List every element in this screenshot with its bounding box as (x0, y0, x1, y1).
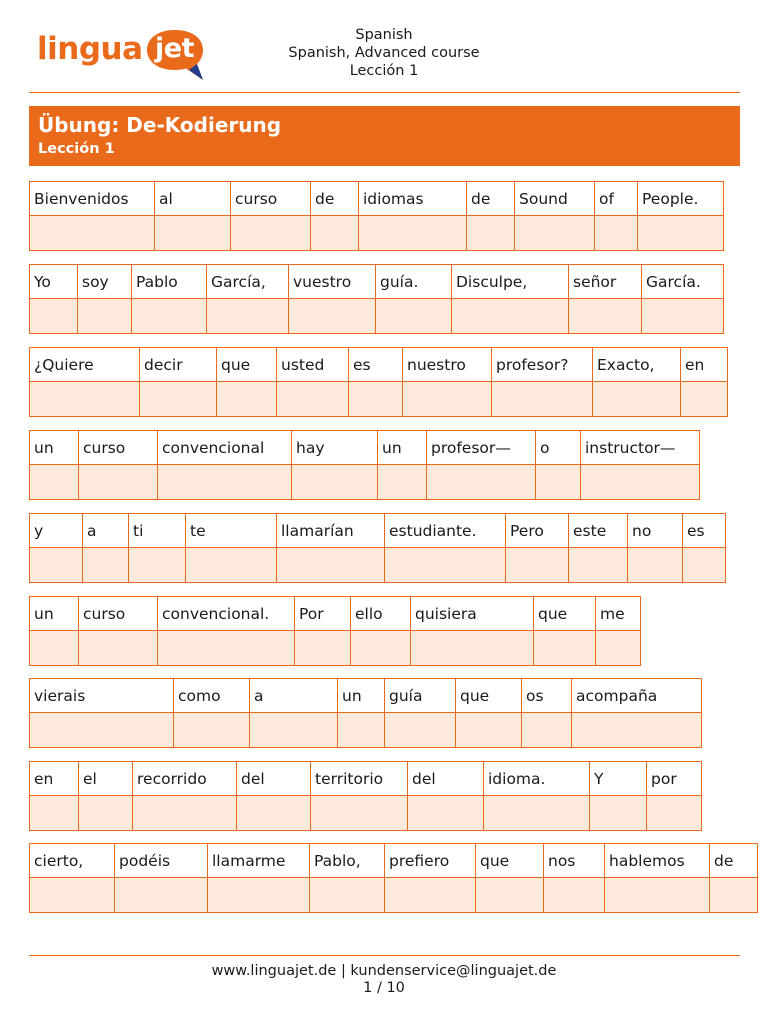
answer-field[interactable] (590, 796, 646, 830)
spanish-word: del (408, 762, 483, 796)
answer-field[interactable] (683, 548, 725, 582)
word-cell (451, 264, 569, 334)
word-cell (249, 678, 338, 748)
answer-field[interactable] (522, 713, 571, 747)
word-cell (407, 761, 484, 831)
answer-field[interactable] (385, 713, 455, 747)
word-row (29, 264, 723, 334)
word-cell (637, 181, 724, 251)
answer-field[interactable] (569, 548, 627, 582)
answer-field[interactable] (338, 713, 384, 747)
word-row (29, 181, 723, 251)
spanish-word: García. (642, 265, 723, 299)
answer-field[interactable] (710, 878, 757, 912)
word-cell (131, 264, 207, 334)
answer-field[interactable] (295, 631, 350, 665)
answer-field[interactable] (79, 796, 132, 830)
spanish-word: Disculpe, (452, 265, 568, 299)
spanish-word: que (217, 348, 276, 382)
answer-field[interactable] (30, 382, 139, 416)
word-cell (377, 430, 427, 500)
answer-field[interactable] (133, 796, 236, 830)
answer-field[interactable] (30, 713, 173, 747)
word-row (29, 761, 701, 831)
header-language: Spanish (355, 27, 413, 43)
word-row (29, 347, 727, 417)
answer-field[interactable] (581, 465, 699, 499)
answer-field[interactable] (515, 216, 594, 250)
answer-field[interactable] (30, 216, 154, 250)
spanish-word: idiomas (359, 182, 466, 216)
answer-field[interactable] (30, 631, 78, 665)
spanish-word: es (683, 514, 725, 548)
spanish-word: curso (79, 431, 157, 465)
word-cell (568, 264, 642, 334)
word-cell (309, 843, 385, 913)
spanish-word: me (596, 597, 640, 631)
word-row (29, 513, 725, 583)
answer-field[interactable] (30, 299, 77, 333)
spanish-word: Pablo (132, 265, 206, 299)
answer-field[interactable] (638, 216, 723, 250)
word-cell (646, 761, 702, 831)
answer-field[interactable] (349, 382, 402, 416)
spanish-word: usted (277, 348, 348, 382)
spanish-word: ti (129, 514, 185, 548)
answer-field[interactable] (536, 465, 580, 499)
answer-field[interactable] (207, 299, 288, 333)
word-cell (410, 596, 534, 666)
word-cell (426, 430, 536, 500)
exercise-subtitle: Lección 1 (38, 141, 115, 157)
word-cell (310, 761, 408, 831)
spanish-word: señor (569, 265, 641, 299)
word-cell (157, 430, 292, 500)
word-cell (521, 678, 572, 748)
word-cell (568, 513, 628, 583)
word-row (29, 678, 701, 748)
word-cell (29, 596, 79, 666)
spanish-word: García, (207, 265, 288, 299)
word-cell (78, 430, 158, 500)
word-cell (595, 596, 641, 666)
spanish-word: Y (590, 762, 646, 796)
answer-field[interactable] (158, 465, 291, 499)
header-course: Spanish, Advanced course (288, 45, 480, 61)
word-cell (310, 181, 359, 251)
word-cell (466, 181, 515, 251)
answer-field[interactable] (467, 216, 514, 250)
spanish-word: podéis (115, 844, 207, 878)
spanish-word: nuestro (403, 348, 491, 382)
answer-field[interactable] (292, 465, 377, 499)
word-cell (455, 678, 522, 748)
spanish-word: Exacto, (593, 348, 680, 382)
answer-field[interactable] (174, 713, 249, 747)
spanish-word: soy (78, 265, 131, 299)
word-cell (680, 347, 728, 417)
spanish-word: hablemos (605, 844, 709, 878)
spanish-word: este (569, 514, 627, 548)
word-cell (627, 513, 683, 583)
word-cell (207, 843, 310, 913)
spanish-word: acompaña (572, 679, 701, 713)
spanish-word: como (174, 679, 249, 713)
spanish-word: Por (295, 597, 350, 631)
word-cell (128, 513, 186, 583)
answer-field[interactable] (569, 299, 641, 333)
answer-field[interactable] (79, 631, 157, 665)
spanish-word: que (456, 679, 521, 713)
spanish-word: estudiante. (385, 514, 505, 548)
answer-field[interactable] (385, 878, 475, 912)
word-cell (594, 181, 638, 251)
spanish-word: un (378, 431, 426, 465)
word-cell (29, 347, 140, 417)
word-cell (337, 678, 385, 748)
answer-field[interactable] (277, 382, 348, 416)
word-cell (604, 843, 710, 913)
speech-bubble-icon (145, 28, 205, 72)
spanish-word: instructor— (581, 431, 699, 465)
answer-field[interactable] (311, 216, 358, 250)
spanish-word: un (30, 597, 78, 631)
footer-divider (29, 955, 740, 956)
word-row (29, 596, 640, 666)
spanish-word: al (155, 182, 230, 216)
answer-field[interactable] (217, 382, 276, 416)
page-number: 1 / 10 (363, 980, 405, 996)
word-cell (206, 264, 289, 334)
answer-field[interactable] (492, 382, 592, 416)
answer-field[interactable] (158, 631, 294, 665)
word-cell (236, 761, 311, 831)
spanish-word: en (30, 762, 78, 796)
word-cell (29, 678, 174, 748)
spanish-word: os (522, 679, 571, 713)
word-cell (276, 513, 385, 583)
word-cell (291, 430, 378, 500)
spanish-word: cierto, (30, 844, 114, 878)
spanish-word: no (628, 514, 682, 548)
word-cell (384, 843, 476, 913)
word-row (29, 843, 757, 913)
word-cell (78, 761, 133, 831)
answer-field[interactable] (596, 631, 640, 665)
answer-field[interactable] (79, 465, 157, 499)
spanish-word: recorrido (133, 762, 236, 796)
spanish-word: People. (638, 182, 723, 216)
spanish-word: of (595, 182, 637, 216)
spanish-word: por (647, 762, 701, 796)
answer-field[interactable] (311, 796, 407, 830)
spanish-word: territorio (311, 762, 407, 796)
word-cell (384, 513, 506, 583)
word-cell (288, 264, 376, 334)
word-cell (350, 596, 411, 666)
page-footer (0, 963, 768, 997)
spanish-word: Yo (30, 265, 77, 299)
spanish-word: es (349, 348, 402, 382)
answer-field[interactable] (237, 796, 310, 830)
spanish-word: que (534, 597, 595, 631)
word-cell (77, 264, 132, 334)
spanish-word: convencional. (158, 597, 294, 631)
word-cell (533, 596, 596, 666)
answer-field[interactable] (30, 878, 114, 912)
word-cell (475, 843, 544, 913)
answer-field[interactable] (310, 878, 384, 912)
answer-field[interactable] (403, 382, 491, 416)
word-cell (185, 513, 277, 583)
answer-field[interactable] (456, 713, 521, 747)
spanish-word: idioma. (484, 762, 589, 796)
answer-field[interactable] (250, 713, 337, 747)
answer-field[interactable] (544, 878, 604, 912)
spanish-word: o (536, 431, 580, 465)
word-cell (589, 761, 647, 831)
linguajet-logo (37, 26, 205, 72)
spanish-word: llamarían (277, 514, 384, 548)
answer-field[interactable] (647, 796, 701, 830)
answer-field[interactable] (359, 216, 466, 250)
spanish-word: Pablo, (310, 844, 384, 878)
word-cell (29, 181, 155, 251)
word-cell (29, 513, 83, 583)
word-cell (78, 596, 158, 666)
word-cell (682, 513, 726, 583)
word-cell (483, 761, 590, 831)
spanish-word: llamarme (208, 844, 309, 878)
word-cell (216, 347, 277, 417)
exercise-title: Übung: De-Kodierung (38, 113, 282, 137)
exercise-banner (29, 106, 740, 166)
answer-field[interactable] (132, 299, 206, 333)
spanish-word: decir (140, 348, 216, 382)
spanish-word: quisiera (411, 597, 533, 631)
spanish-word: un (338, 679, 384, 713)
word-cell (132, 761, 237, 831)
spanish-word: prefiero (385, 844, 475, 878)
answer-field[interactable] (140, 382, 216, 416)
word-cell (29, 843, 115, 913)
header-divider (29, 92, 740, 93)
answer-field[interactable] (351, 631, 410, 665)
spanish-word: Pero (506, 514, 568, 548)
spanish-word: de (311, 182, 358, 216)
spanish-word: a (83, 514, 128, 548)
answer-field[interactable] (378, 465, 426, 499)
answer-field[interactable] (115, 878, 207, 912)
spanish-word: que (476, 844, 543, 878)
answer-field[interactable] (78, 299, 131, 333)
spanish-word: y (30, 514, 82, 548)
spanish-word: Bienvenidos (30, 182, 154, 216)
answer-field[interactable] (385, 548, 505, 582)
word-cell (375, 264, 452, 334)
word-cell (173, 678, 250, 748)
answer-field[interactable] (534, 631, 595, 665)
spanish-word: de (710, 844, 757, 878)
document-header (270, 26, 498, 80)
spanish-word: profesor— (427, 431, 535, 465)
answer-field[interactable] (642, 299, 723, 333)
word-cell (491, 347, 593, 417)
spanish-word: curso (231, 182, 310, 216)
spanish-word: nos (544, 844, 604, 878)
spanish-word: ¿Quiere (30, 348, 139, 382)
word-cell (580, 430, 700, 500)
word-cell (571, 678, 702, 748)
word-cell (543, 843, 605, 913)
spanish-word: ello (351, 597, 410, 631)
spanish-word: el (79, 762, 132, 796)
answer-field[interactable] (30, 796, 78, 830)
word-cell (358, 181, 467, 251)
spanish-word: guía (385, 679, 455, 713)
answer-field[interactable] (506, 548, 568, 582)
answer-field[interactable] (572, 713, 701, 747)
spanish-word: de (467, 182, 514, 216)
spanish-word: en (681, 348, 727, 382)
answer-field[interactable] (277, 548, 384, 582)
word-cell (139, 347, 217, 417)
answer-field[interactable] (452, 299, 568, 333)
word-cell (29, 430, 79, 500)
spanish-word: vuestro (289, 265, 375, 299)
answer-field[interactable] (628, 548, 682, 582)
spanish-word: a (250, 679, 337, 713)
word-cell (157, 596, 295, 666)
answer-field[interactable] (605, 878, 709, 912)
word-cell (402, 347, 492, 417)
answer-field[interactable] (376, 299, 451, 333)
word-cell (294, 596, 351, 666)
spanish-word: vierais (30, 679, 173, 713)
spanish-word: Sound (515, 182, 594, 216)
answer-field[interactable] (476, 878, 543, 912)
answer-field[interactable] (129, 548, 185, 582)
word-cell (709, 843, 758, 913)
word-cell (82, 513, 129, 583)
spanish-word: del (237, 762, 310, 796)
footer-links: www.linguajet.de | kundenservice@linguajet.de (211, 963, 557, 979)
word-cell (230, 181, 311, 251)
spanish-word: convencional (158, 431, 291, 465)
answer-field[interactable] (83, 548, 128, 582)
header-lesson: Lección 1 (349, 63, 419, 79)
answer-field[interactable] (595, 216, 637, 250)
answer-field[interactable] (484, 796, 589, 830)
word-cell (592, 347, 681, 417)
word-cell (384, 678, 456, 748)
spanish-word: guía. (376, 265, 451, 299)
answer-field[interactable] (30, 465, 78, 499)
logo-bubble-text: jet (155, 33, 194, 64)
answer-field[interactable] (427, 465, 535, 499)
answer-field[interactable] (155, 216, 230, 250)
answer-field[interactable] (408, 796, 483, 830)
word-cell (514, 181, 595, 251)
word-cell (29, 761, 79, 831)
word-cell (29, 264, 78, 334)
spanish-word: te (186, 514, 276, 548)
answer-field[interactable] (411, 631, 533, 665)
answer-field[interactable] (208, 878, 309, 912)
answer-field[interactable] (186, 548, 276, 582)
word-row (29, 430, 699, 500)
word-cell (505, 513, 569, 583)
word-cell (154, 181, 231, 251)
word-cell (535, 430, 581, 500)
word-cell (276, 347, 349, 417)
word-cell (114, 843, 208, 913)
logo-text: lingua (37, 31, 143, 67)
answer-field[interactable] (231, 216, 310, 250)
spanish-word: un (30, 431, 78, 465)
answer-field[interactable] (289, 299, 375, 333)
spanish-word: profesor? (492, 348, 592, 382)
word-cell (348, 347, 403, 417)
answer-field[interactable] (593, 382, 680, 416)
spanish-word: hay (292, 431, 377, 465)
answer-field[interactable] (681, 382, 727, 416)
spanish-word: curso (79, 597, 157, 631)
word-cell (641, 264, 724, 334)
answer-field[interactable] (30, 548, 82, 582)
